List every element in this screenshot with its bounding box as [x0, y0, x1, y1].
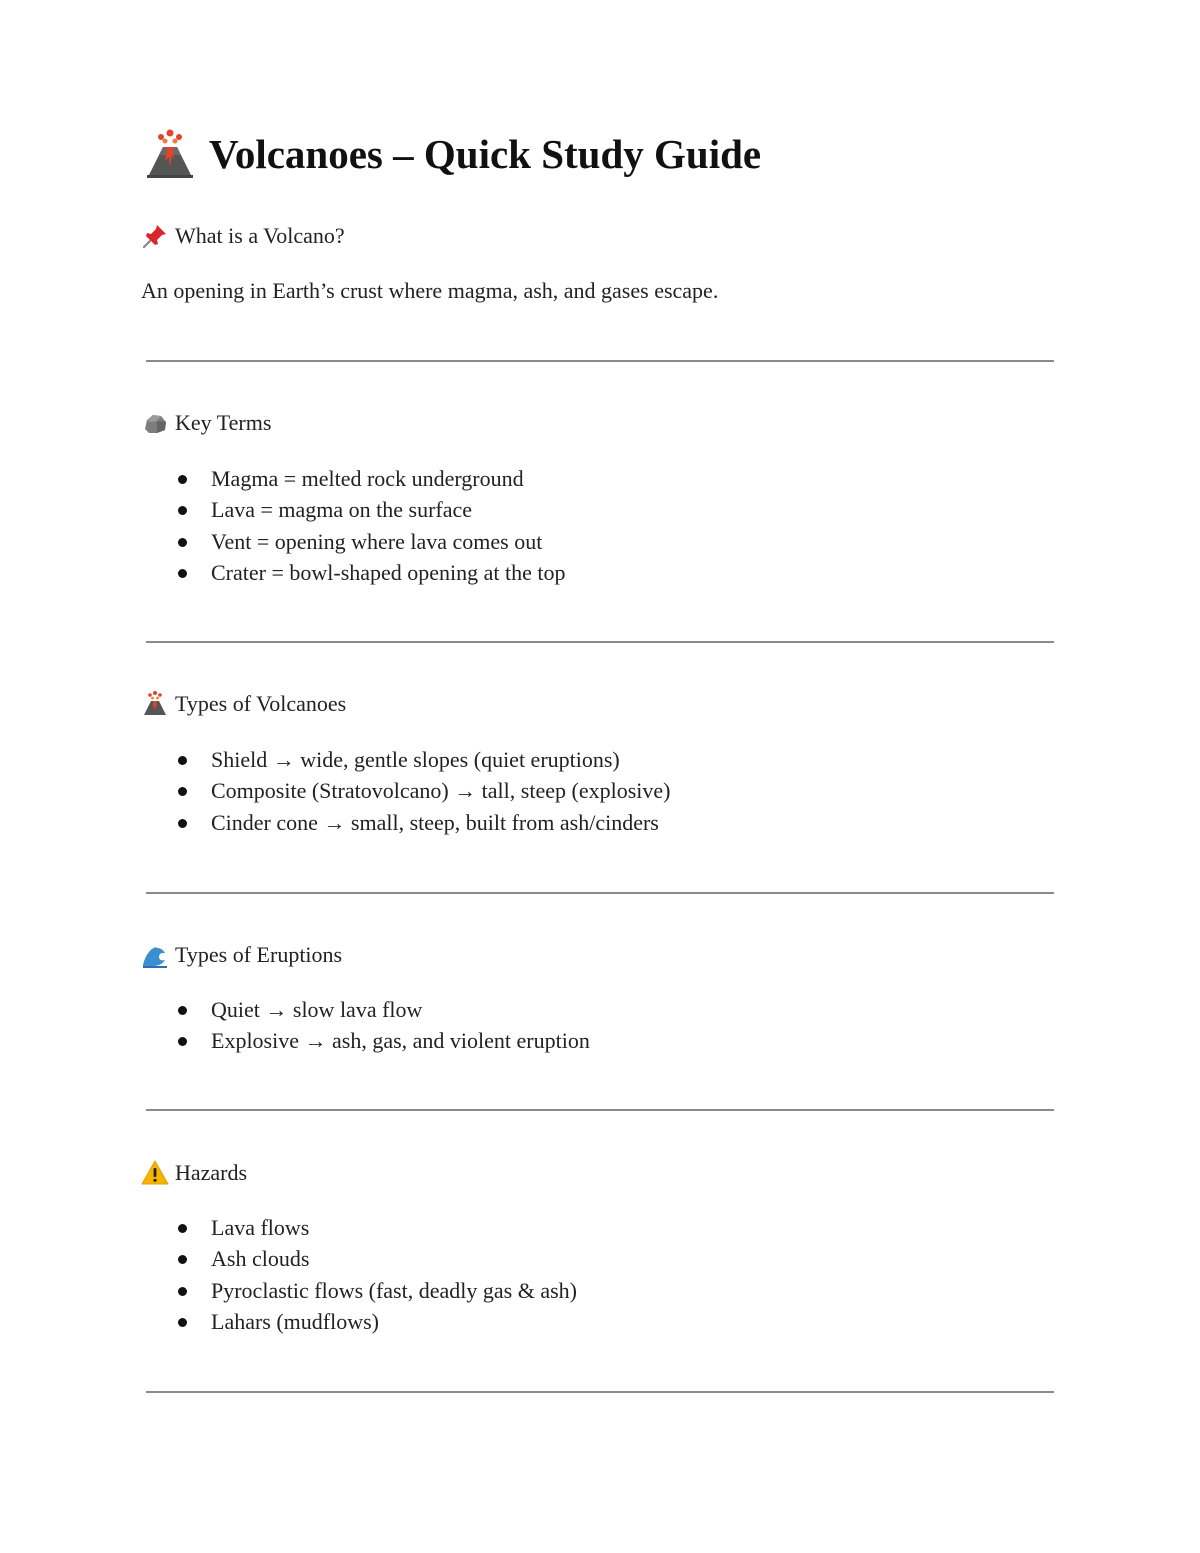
- list-item-text: Magma = melted rock underground: [211, 466, 524, 491]
- list-item: [0, 557, 566, 588]
- section-heading-hazards: [141, 1158, 247, 1188]
- horizontal-divider: [146, 892, 1054, 894]
- list-item: [0, 994, 590, 1025]
- bullet-icon: [178, 1287, 187, 1296]
- rock-icon: [141, 409, 169, 437]
- list-item: [0, 494, 566, 525]
- section-heading-text: Types of Volcanoes: [175, 691, 347, 716]
- warning-icon: [141, 1159, 169, 1187]
- list-item: [0, 1306, 577, 1337]
- eruption-types-list: [0, 994, 590, 1057]
- list-item-text: Lava = magma on the surface: [211, 497, 473, 523]
- list-item: [0, 1243, 577, 1274]
- list-item-text: Lahars (mudflows): [211, 1308, 380, 1334]
- list-item-text: Pyroclastic flows (fast, deadly gas & ash): [211, 1277, 577, 1303]
- list-item: [0, 526, 566, 557]
- volcano-definition: An opening in Earth’s crust where magma, ash, and gases escape.: [141, 278, 719, 303]
- volcano-types-list: [0, 744, 670, 838]
- bullet-icon: [178, 819, 187, 828]
- horizontal-divider: [146, 1391, 1054, 1393]
- page-title: [143, 126, 761, 182]
- page-title-text: Volcanoes – Quick Study Guide: [209, 131, 762, 177]
- section-heading-key-terms: [141, 408, 271, 438]
- bullet-icon: [178, 1037, 187, 1046]
- list-item: [0, 1025, 590, 1056]
- list-item-text: Cinder cone → small, steep, built from ash/cinders: [211, 809, 659, 835]
- bullet-icon: [178, 1224, 187, 1233]
- volcano-icon: [143, 127, 197, 181]
- section-heading-text: Hazards: [175, 1160, 248, 1185]
- hazards-list: [0, 1212, 577, 1337]
- list-item-text: Composite (Stratovolcano) → tall, steep (explosive): [211, 778, 671, 804]
- horizontal-divider: [146, 1109, 1054, 1111]
- volcano-icon: [141, 690, 169, 718]
- list-item: [0, 744, 670, 775]
- list-item-text: Shield → wide, gentle slopes (quiet eruptions): [211, 747, 620, 772]
- section-heading-text: Types of Eruptions: [175, 942, 343, 967]
- bullet-icon: [178, 1318, 187, 1327]
- section-heading-volcano-types: [141, 689, 346, 719]
- list-item: [0, 1275, 577, 1306]
- horizontal-divider: [146, 360, 1054, 362]
- key-terms-list: [0, 463, 566, 588]
- list-item: [0, 1212, 577, 1243]
- bullet-icon: [178, 1255, 187, 1264]
- list-item-text: Lava flows: [211, 1215, 310, 1240]
- bullet-icon: [178, 756, 187, 765]
- list-item-text: Ash clouds: [211, 1246, 310, 1272]
- section-heading-text: Key Terms: [175, 410, 272, 435]
- list-item-text: Explosive → ash, gas, and violent eruption: [211, 1028, 590, 1054]
- bullet-icon: [178, 506, 187, 515]
- pushpin-icon: [141, 222, 169, 250]
- list-item: [0, 807, 670, 838]
- section-heading-text: What is a Volcano?: [175, 223, 345, 248]
- list-item-text: Quiet → slow lava flow: [211, 997, 423, 1022]
- section-heading-eruption-types: [141, 940, 342, 970]
- wave-icon: [141, 941, 169, 969]
- list-item: [0, 775, 670, 806]
- bullet-icon: [178, 569, 187, 578]
- list-item: [0, 463, 566, 494]
- bullet-icon: [178, 475, 187, 484]
- list-item-text: Crater = bowl-shaped opening at the top: [211, 559, 566, 585]
- bullet-icon: [178, 1006, 187, 1015]
- bullet-icon: [178, 787, 187, 796]
- horizontal-divider: [146, 641, 1054, 643]
- section-heading-what-is: [141, 221, 345, 251]
- bullet-icon: [178, 538, 187, 547]
- list-item-text: Vent = opening where lava comes out: [211, 528, 543, 554]
